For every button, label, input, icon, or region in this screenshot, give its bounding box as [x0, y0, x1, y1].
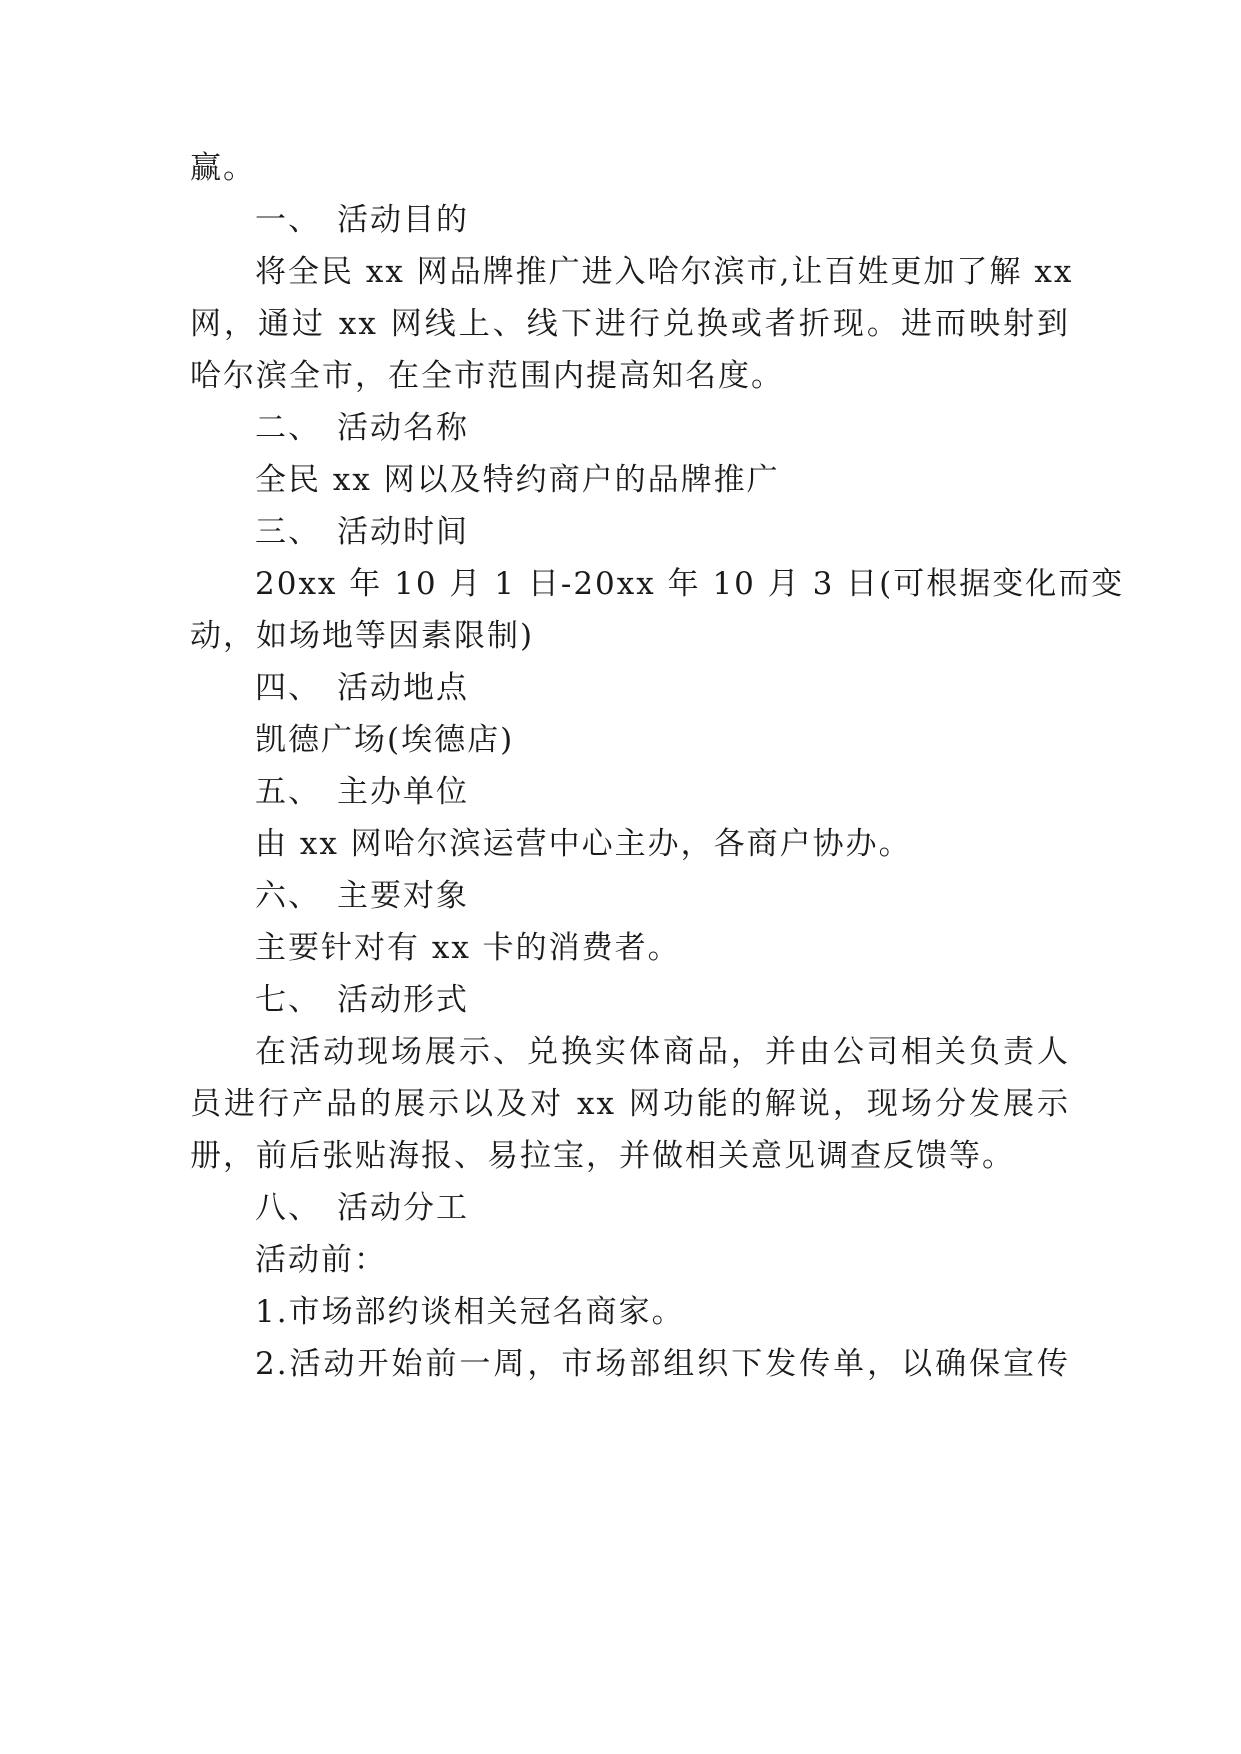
heading-number: 三、 [255, 514, 321, 550]
heading-title: 活动目的 [337, 202, 469, 238]
paragraph-line: 册，前后张贴海报、易拉宝，并做相关意见调查反馈等。 [190, 1138, 1015, 1174]
paragraph-line: 网，通过 xx 网线上、线下进行兑换或者折现。进而映射到 [190, 306, 1070, 342]
heading-title: 活动分工 [337, 1190, 469, 1226]
section-heading [255, 1190, 1070, 1226]
list-item: 1.市场部约谈相关冠名商家。 [255, 1294, 685, 1330]
heading-number: 八、 [255, 1190, 321, 1226]
heading-number: 一、 [255, 202, 321, 238]
paragraph-line: 将全民 xx 网品牌推广进入哈尔滨市,让百姓更加了解 xx [255, 254, 1074, 290]
heading-number: 四、 [255, 670, 321, 706]
section-heading [255, 982, 1070, 1018]
paragraph-line: 凯德广场(埃德店) [255, 722, 515, 758]
section-heading [255, 202, 1070, 238]
paragraph-line: 在活动现场展示、兑换实体商品，并由公司相关负责人 [255, 1034, 1070, 1070]
paragraph-line: 活动前： [255, 1242, 387, 1278]
section-heading [255, 774, 1070, 810]
heading-title: 活动时间 [337, 514, 469, 550]
section-heading [255, 514, 1070, 550]
section-heading [255, 878, 1070, 914]
section-heading [255, 670, 1070, 706]
heading-title: 活动形式 [337, 982, 469, 1018]
heading-number: 五、 [255, 774, 321, 810]
section-heading [255, 410, 1070, 446]
list-item: 2.活动开始前一周，市场部组织下发传单，以确保宣传 [255, 1346, 1070, 1382]
text-line: 赢。 [190, 150, 256, 186]
heading-number: 二、 [255, 410, 321, 446]
paragraph-line: 员进行产品的展示以及对 xx 网功能的解说，现场分发展示 [190, 1086, 1070, 1122]
heading-title: 主要对象 [337, 878, 469, 914]
heading-title: 活动地点 [337, 670, 469, 706]
paragraph-line: 全民 xx 网以及特约商户的品牌推广 [255, 462, 780, 498]
paragraph-line: 哈尔滨全市，在全市范围内提高知名度。 [190, 358, 784, 394]
heading-title: 主办单位 [337, 774, 469, 810]
paragraph-line: 由 xx 网哈尔滨运营中心主办，各商户协办。 [255, 826, 912, 862]
paragraph-line: 动，如场地等因素限制) [190, 618, 535, 654]
heading-title: 活动名称 [337, 410, 469, 446]
paragraph-line: 20xx 年 10 月 1 日-20xx 年 10 月 3 日(可根据变化而变 [255, 566, 1125, 602]
heading-number: 六、 [255, 878, 321, 914]
heading-number: 七、 [255, 982, 321, 1018]
paragraph-line: 主要针对有 xx 卡的消费者。 [255, 930, 681, 966]
